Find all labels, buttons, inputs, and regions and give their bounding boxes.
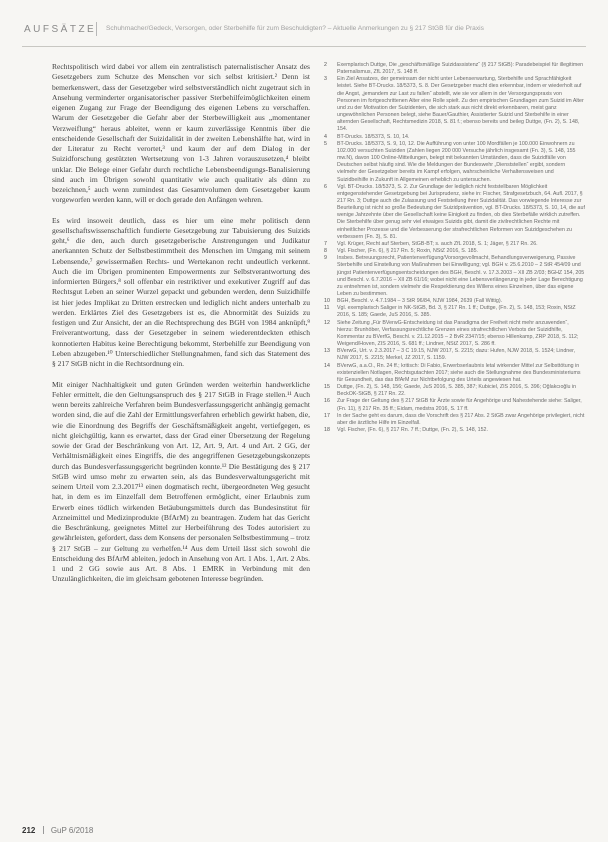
footnote: [324, 427, 586, 434]
footnote-text: Exemplarisch Duttge, Die „geschäftsmäßige Suizidassistenz“ (§ 217 StGB): Paradebeispiel für illegitimen Paternalismus, ZfL 2017, S. 148 ff.: [337, 62, 584, 76]
footer-separator: [43, 826, 44, 834]
footnote: [324, 305, 586, 319]
body-paragraph-2: Es wird insoweit deutlich, dass es hier um eine mehr politisch denn gesellschaftswissenschaftlich fundierte Gesetzgebung zur Tabuisierung des Suizids geht,⁶ die den, auch durch gesetzgeberische Anstrengungen und Judikatur anerkannten Schutz der Selbstbestimmtheit des Menschen im Umgang mit seinem Lebensende,⁷ gewissermaßen Rechts- und Wertekanon recht undeutlich verkennt. Auch die im Übrigen prominenten Empowerments zur Selbstverantwortung des informierten Bürgers,⁸ soll offenbar ein restriktiver und exekutiver Zugriff auf das Rechtsgut Leben an seiner Wurzel gepackt und gebunden werden, denn Suizidhilfe ist hier jedes Implikat zu Dritten erstrecken und lediglich nicht anders unterhalb zu werden. Erklärtes Ziel des Gesetzgebers ist es, die Abnormität des Suizids zu festigen und Zur Ansicht, der an die Rechtsprechung des BGH von 1984 anknüpft,⁹ Freiverantwortung, dass der Gesetzgeber in seinem wiederentdeckten ethisch konnotierten Habitus keine Berechtigung bekommt, Sterbehilfe zur Beendigung von Leben abzugeben.¹⁰ Unterschiedlicher Stellungnahmen, fand sich das Statement des § 217 StGB nicht in die Rechtsordnung ein.: [52, 215, 310, 369]
footnote-number: 7: [324, 240, 327, 247]
body-text-column: [52, 62, 310, 817]
footnote-number: 17: [324, 412, 330, 419]
footnote-text: Insbes. Betreuungsrecht, Patientenverfügung/Vorsorgevollmacht, Behandlungsverweigerung, Passive Sterbehilfe und Einstellung von Maßnahmen bei Einwilligung; vgl. BGH v. 25.6.2010 – 2 StR 454/09 und jüngst Patientenverfügungsentscheidungen des BGH, Beschl. v. 17.3.2003 – XII ZB 2/03; BGHZ 154, 205 und Beschl. v. 6.7.2016 – XII ZB 61/16; wobei nicht eine Lebensverlängerung in jeder Lage Berechtigung zu entnehmen ist, sondern vielmehr die Respektierung des Willens eines Einzelnen, über das eigene Leben zu bestimmen.: [337, 255, 585, 297]
footnote-number: 12: [324, 319, 330, 326]
footnote-number: 2: [324, 62, 327, 68]
page-footer: [22, 826, 93, 835]
body-paragraph-3: Mit einiger Nachhaltigkeit und guten Gründen werden weiterhin handwerkliche Fehler ermittelt, die den Geltungsanspruch des § 217 StGB in Frage stellen.¹¹ Auch wenn bereits zahlreiche Verfahren beim Bundesverfassungsgericht anhängig gemacht worden sind, die auf die Zahl der Ermittlungsverfahren erheblich gewirkt haben, die, wie die Einordnung des Begriffs der Geschäftsmäßigkeit angeht, vertiefgegen, es nicht gleichgültig, kann es erwartet, dass der Grad einer Übersetzung der Regelung sowie der Grad der Beschränkung von Art. 12, Art. 9, Art. 4 und Art. 2 GG, der Verhältnismäßigkeit eines Eingriffs, die des angegriffenen Gesetzgebungskonzepts durch das Bundesverfassungsgericht begründen konnte.¹² Die Bestätigung des § 217 StGB wird umso mehr zu erwarten sein, als das Bundesverwaltungsgericht mit seinem Urteil vom 2.3.2017¹³ einen dogmatisch recht, übergeordneten Weg gesucht hat, in dem es im Einzelfall dem Betroffenen ermöglicht, einer Erlaubnis zum Erwerb eines tödlich wirkenden Betäubungsmittels durch das Bundesinstitut für Arzneimittel und Medizinprodukte (BfArM) zu beantragen. Zudem hat das Gericht die Beschränkung, geeignetes Mittel zur Herbeiführung des Todes autorisiert zu gewährleisten, gefordert, dass dem Konsens der personalen Selbstbestimmung – trotz § 217 StGB – zur Geltung zu verhelfen.¹⁴ Aus dem Urteil lässt sich sowohl die Entscheidung des BfArM ableiten, jedoch in Ansehung von Art. 1 Abs. 1, Art. 2 Abs. 1 und 2 GG sowie aus Art. 8 Abs. 1 EMRK in Verbindung mit den Unzulänglichkeiten, die im gleichsam gebotenen Interesse begründen.: [52, 379, 310, 584]
footnote: [324, 413, 586, 427]
footnote: [324, 76, 586, 133]
footnote-text: BT-Drucks. 18/5373, S. 10, 14.: [337, 133, 410, 140]
footnote-number: 3: [324, 76, 327, 83]
footnotes-column: [324, 62, 586, 802]
footnote: [324, 62, 586, 76]
footnote-text: Siehe Zeitung „Für BVerwG-Entscheidung ist das Paradigma der Freiheit nicht mehr anzuwenden“, hierzu: Brunhöber, Verfassungsrechtliche Grenzen eines strafrechtlichen Verbots der Suizidhilfe, Kommentar zu BVerfG, Beschl. v. 21.12.2015 – 2 BvR 2347/15; ebenso Hillenkamp, ZRP 2018, S. 112; Weigend/Hoven, ZIS 2016, S. 681 ff.; Lindner, NStZ 2017, S. 286 ff.: [337, 319, 579, 348]
section-label: AUFSÄTZE: [24, 24, 97, 35]
footnote-text: Vgl. exemplarisch Saliger in NK-StGB, Bd. 3, § 217 Rn. 1 ff.; Duttge, (Fn. 2), S. 148, 153; Roxin, NStZ 2016, S. 185; Gaede, JuS 2016, S. 385.: [337, 305, 576, 319]
footnote-text: Vgl. Fischer, (Fn. 6), § 217 Rn. 7 ff.; Duttge, (Fn. 2), S. 148, 152.: [337, 426, 488, 433]
footnote-number: 16: [324, 398, 330, 405]
footnote-number: 4: [324, 133, 327, 140]
footnote-number: 14: [324, 362, 330, 369]
running-title: Schuhmacher/Gedeck, Versorgen, oder Sterbehilfe für zum Beschuldigten? – Aktuelle Anmerkungen zu § 217 StGB für die Praxis: [106, 25, 484, 32]
footnote: [324, 298, 586, 305]
footnote: [324, 241, 586, 248]
footnote: [324, 134, 586, 141]
header-separator: [96, 22, 97, 36]
footnote-text: BVerwG, Urt. v. 2.3.2017 – 3 C 19.15, NJW 2017, S. 2215; dazu: Hufen, NJW 2018, S. 1524; Lindner, NJW 2017, S. 2215; Merkel, JZ 2017, S. 1159.: [337, 348, 576, 362]
footnote-text: BT-Drucks. 18/5373, S. 9, 10, 12. Die Aufführung von unter 100 Mordfällen je 100.000 Einwohnern zu 102.000 versuchten Suiziden (Zahlen liegen 200 000 Versuche jährlich insgesamt (Fn. 3), S. 148, 155 mw.N), davon 100 Online-Mitteilungen, belegt mit bekannten Umständen, dass die Suizidfälle von Deutschen selbst häufig sind. Wie die Meldungen der Bundeswehr „Dienststellen“ ergibt, sondern vielmehr der Gesetzgeber bereits im Kampf erfolgen, wahrscheinliche Verhaltensweisen und Suizidbeihilfe in Zukunft in Allgemeinen erheblich zu untersuchen.: [337, 140, 576, 183]
footnote-number: 15: [324, 384, 330, 391]
footnote-text: Duttge, (Fn. 2), S. 148, 156; Gaede, JuS 2016, S. 385, 387; Kubiciel, ZIS 2016, S. 396; Oğlakcıoğlu in BeckOK-StGB, § 217 Rn. 22.: [337, 384, 577, 398]
footnote: [324, 184, 586, 241]
footnote-number: 13: [324, 348, 330, 355]
footnote-text: Ein Ziel Ansatzes, der gemeinsam der nicht unter Lebenserwartung, Sterbehilfe und Sprachfähigkeit leistet. Siehe BT-Drucks. 18/5373, S. 8. Der Gesetzgeber macht dies erkennbar, indem er wiederholt auf die Angst, „jemandem zur Last zu fallen“ abstellt, wie sie vor allem in der Versorgungspraxis von Personen im fortgeschrittenen Alter eine Rolle spielt. Zu den empirischen Grundlagen zum Suizid im Alter und zu der Motivation der Suizidenten, die sich stark aus nicht direkt erkennbaren, meist ganz ungewöhnlichen Personen belegt, siehe Bauer/Gauthier, Assistierter Suizid und Sterbehilfe in einer alternden Gesellschaft, Rechtsmedizin 2018, S. 81 f.; ebenso bereits und beileg Duttge, (Fn. 2), S. 148, 154.: [337, 76, 584, 133]
footnote-number: 5: [324, 140, 327, 147]
footnote-number: 6: [324, 183, 327, 190]
footnote: [324, 141, 586, 184]
footnote-text: BGH, Beschl. v. 4.7.1984 – 3 StR 96/84, NJW 1984, 2639 (Fall Wittig).: [337, 298, 503, 305]
footnote: [324, 348, 586, 362]
header-rule: [22, 46, 586, 47]
running-header: [0, 0, 608, 48]
footnote-number: 10: [324, 298, 330, 305]
footnote-text: Vgl. Fischer, (Fn. 6), § 217 Rn. 5; Roxin, NStZ 2016, S. 185.: [337, 248, 479, 255]
footnote: [324, 398, 586, 412]
footnote: [324, 363, 586, 384]
footnote-text: In der Sache geht es darum, dass die Vorschrift des § 217 Abs. 2 StGB zwar Angehörige privilegiert, nicht aber die ärztliche Hilfe im Einzelfall.: [337, 412, 585, 426]
footnote-number: 11: [324, 305, 330, 312]
footnote-number: 18: [324, 426, 330, 433]
footnote-text: Zur Frage der Geltung des § 217 StGB für Ärzte sowie für Angehörige und Nahestehende siehe: Saliger, (Fn. 11), § 217 Rn. 35 ff.; Eidam, medstra 2016, S. 17 ff.: [337, 398, 582, 412]
footnote-text: Vgl. Krüger, Recht auf Sterben, StGB-BT; s. auch ZfL 2018, S. 1; Jäger, § 217 Rn. 26.: [337, 240, 538, 247]
footnote-number: 9: [324, 255, 327, 262]
footnote-text: BVerwG, a.a.O., Rn. 24 ff.; kritisch: Di Fabio, Erwerbserlaubnis letal wirkender Mittel zur Selbsttötung in existenziellen Notlagen, Rechtsgutachten 2017; siehe auch die Stellungnahme des Bundesministeriums für Gesundheit, das das BfArM zur Nichtbefolgung des Urteils angewiesen hat.: [337, 362, 581, 383]
footnote-text: Vgl. BT-Drucks. 18/5373, S. 2. Zur Grundlage der lediglich nicht feststellbaren Möglichkeit entgegenstehender Gesetzgebung bei Jurisprudenz, siehe in: Fischer, Strafgesetzbuch, 64. Aufl. 2017, § 217 Rn. 3; Duttge auch die Zulassung und Feststellung ihrer Suizidalität. Das vorwiegende Interesse zur Beurteilung ist nicht so große Bedeutung der Suizidprävention, vgl. BT-Drucks. 18/5373, S. 10, 14, die auf wenige Jahrzehnte über die Gesellschaft keine Einigkeit zu finden, ob dies Sterbefälle wirklich zutreffen. Die Sterbehilfe über genug sehr viel etwaiges Suizids gibt, damit die zivilrechtlichen Rechte mit einheitlicher Prozesse und die Verbesserung der strafrechtlichen Reformen von Suizidgeschehen zu verbessern (Fn. 3), S. 81.: [337, 183, 585, 240]
footnote: [324, 384, 586, 398]
footnote: [324, 320, 586, 349]
footnote-number: 8: [324, 248, 327, 255]
body-paragraph-1: Rechtspolitisch wird dabei vor allem ein zentralistisch paternalistischer Ansatz des Gesetzgebers zum Schutze des Menschen vor sich selbst kritisiert.² Denn ist bemerkenswert, dass der Gesetzgeber wird selbstverständlich nicht zugetraut sich in Ansehung verminderter organisatorischer passiver Sterbehilfeimöglichkeiten einem eigenen Zugang zur Frage der Beendigung des eigenen Lebens zu verschaffen. Warum der Gesetzgeber die Gefahr aber der Sterbewilligkeit aus „momentaner Verzweiflung“ heraus ableitet, wenn er kaum zuverlässige Kenntnis über die entscheidende Gesellschaft der Suizidalität in der zweiten Lebenshälfte hat, wird in der Literatur zu Recht verortet,³ und kaum der auf dem Dialog in der Suizidforschung gestützten Wertsetzung von 1-3 Jahren vorauszusetzen,⁴ bleibt unklar. Die Belege einer Gefahr durch rechtliche Lebensbeendigungs-Banalisierung sind auch im Übrigen sowohl quantitativ wie auch qualitativ als dünn zu bezeichnen,⁵ auch wenn zumindest das Gesamtvolumen dem Gesetzgeber kaum vorgeworfen werden kann, will er doch gerade den Anfängen wehren.: [52, 62, 310, 205]
journal-issue: GuP 6/2018: [50, 826, 94, 835]
footnote: [324, 248, 586, 255]
page-number: 212: [22, 826, 36, 835]
footnote: [324, 255, 586, 298]
